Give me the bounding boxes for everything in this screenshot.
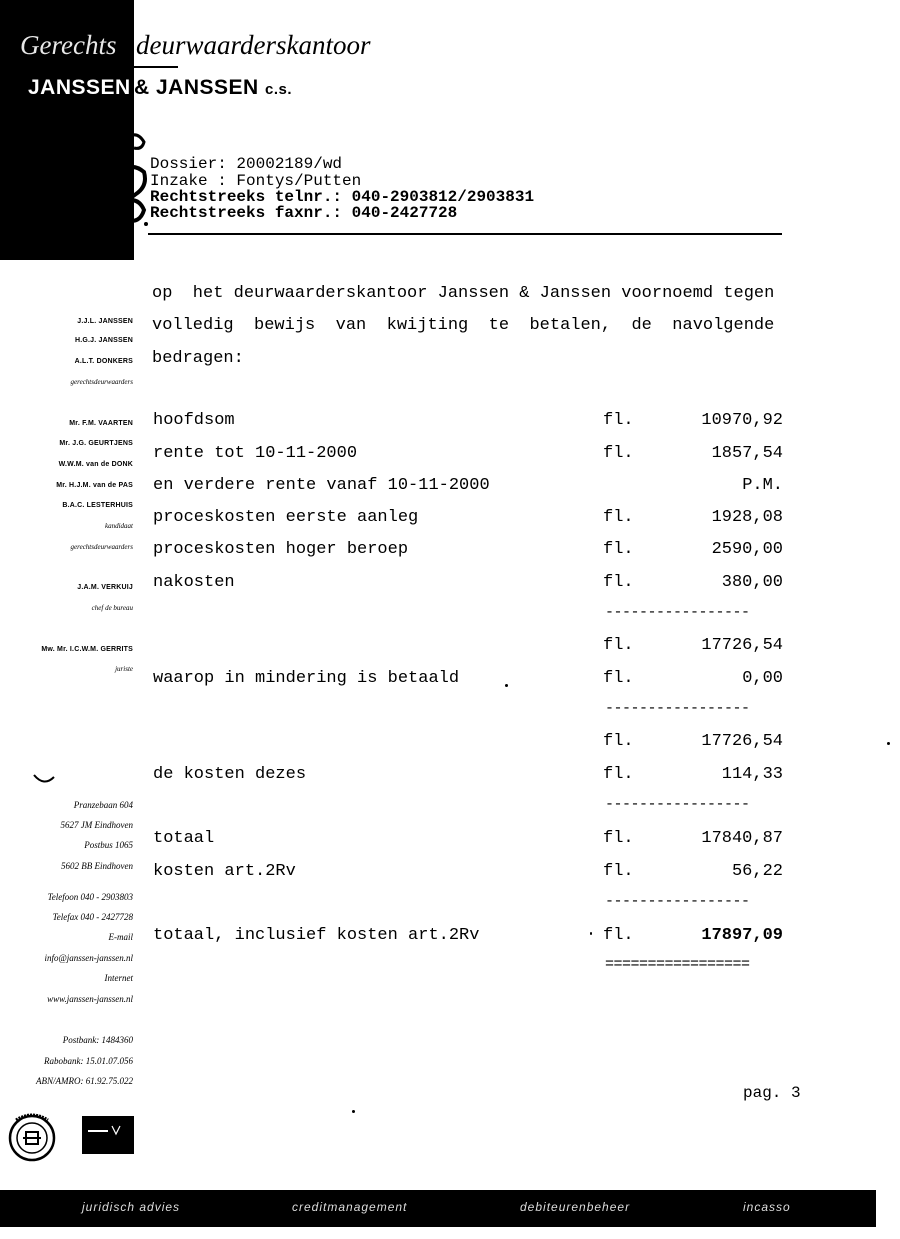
ledger-amount-betaald: 0,00 (742, 669, 783, 688)
sidebar-line: J.J.L. JANSSEN (77, 318, 133, 325)
ledger-amount-totaal: 17840,87 (701, 829, 783, 848)
letterhead-janssen-second (134, 76, 292, 100)
ledger-currency: fl. (603, 411, 634, 430)
ledger-currency: fl. (603, 508, 634, 527)
intro-line-2: volledig bewijs van kwijting te betalen, de navolgende (152, 316, 775, 335)
footer-incasso: incasso (743, 1200, 791, 1214)
letterhead-janssen-first: JANSSEN (28, 76, 131, 99)
sidebar-line: Mw. Mr. I.C.W.M. GERRITS (41, 646, 133, 653)
ledger-desc-proceskosten-hoger: proceskosten hoger beroep (153, 540, 409, 559)
ledger-amount-verdere-rente: P.M. (742, 476, 783, 495)
sidebar-line: H.G.J. JANSSEN (74, 337, 133, 344)
ledger-desc-rente: rente tot 10-11-2000 (153, 444, 358, 463)
intro-line-1: op het deurwaarderskantoor Janssen & Janssen voornoemd tegen (152, 284, 775, 303)
sidebar-line: chef de bureau (91, 604, 133, 612)
ledger-desc-totaal-inclusief: totaal, inclusief kosten art.2Rv (153, 926, 480, 945)
ledger-currency: fl. (603, 862, 634, 881)
scan-speck (352, 1110, 355, 1113)
letterhead-deurwaarderskantoor: deurwaarderskantoor (136, 30, 371, 60)
reference-inzake: Inzake : Fontys/Putten (150, 172, 362, 190)
sidebar-bank: Rabobank: 15.01.07.056 (44, 1056, 133, 1066)
ledger-desc-verdere-rente: en verdere rente vanaf 10-11-2000 (153, 476, 490, 495)
reference-divider (148, 233, 782, 235)
ledger-amount-kosten-art2rv: 56,22 (731, 862, 783, 881)
sidebar-address: 5627 JM Eindhoven (60, 820, 133, 830)
reference-telnr: Rechtstreeks telnr.: 040-2903812/2903831 (150, 188, 535, 206)
sidebar-line: juriste (115, 665, 133, 673)
page-number: pag. 3 (743, 1084, 801, 1102)
sidebar-email-label: E-mail (108, 932, 133, 942)
garantie-seal-logo (6, 1110, 58, 1164)
scan-speck (505, 684, 508, 687)
ledger-separator: ----------------- (605, 893, 750, 910)
footer-debiteurenbeheer: debiteurenbeheer (520, 1200, 631, 1214)
sidebar-bank: ABN/AMRO: 61.92.75.022 (36, 1076, 133, 1086)
sidebar-bank: Postbank: 1484360 (62, 1035, 133, 1045)
sidebar-address: Pranzebaan 604 (73, 800, 133, 810)
letterhead-gerechts: Gerechts (20, 30, 117, 60)
ledger-currency: fl. (603, 829, 634, 848)
letterhead-rule (134, 66, 178, 68)
sidebar-website: www.janssen-janssen.nl (47, 994, 133, 1004)
footer-juridisch-advies: juridisch advies (82, 1200, 181, 1214)
scan-speck (590, 932, 592, 935)
sidebar-line: kandidaat (105, 522, 133, 530)
sidebar-line: Mr. J.G. GEURTJENS (59, 440, 133, 447)
reference-dossier: Dossier: 20002189/wd (150, 155, 343, 173)
ledger-separator: ----------------- (605, 796, 750, 813)
ledger-desc-proceskosten-eerste: proceskosten eerste aanleg (153, 508, 419, 527)
ledger-desc-nakosten: nakosten (153, 573, 235, 592)
letterhead-cs: c.s. (265, 81, 293, 98)
ledger-separator: ----------------- (605, 604, 750, 621)
ledger-amount-hoofdsom: 10970,92 (701, 411, 783, 430)
ledger-currency: fl. (603, 669, 634, 688)
sidebar-address: Postbus 1065 (84, 840, 133, 850)
ledger-currency: fl. (603, 636, 634, 655)
sidebar-line: gerechtsdeurwaarders (70, 378, 133, 386)
ledger-desc-totaal: totaal (153, 829, 215, 848)
ledger-amount-totaal-inclusief: 17897,09 (701, 926, 783, 945)
sidebar-email: info@janssen-janssen.nl (44, 953, 133, 963)
ledger-currency: fl. (603, 926, 634, 945)
sidebar-fax: Telefax 040 - 2427728 (52, 912, 133, 922)
ledger-amount-nakosten: 380,00 (721, 573, 783, 592)
ledger-currency: fl. (603, 765, 634, 784)
ledger-desc-kosten-art2rv: kosten art.2Rv (153, 862, 296, 881)
sidebar-line: B.A.C. LESTERHUIS (62, 502, 133, 509)
association-logo (82, 1116, 134, 1154)
ledger-amount-rente: 1857,54 (711, 444, 783, 463)
letterhead-janssen-second-text: & JANSSEN (134, 76, 259, 99)
sidebar-internet-label: Internet (104, 973, 133, 983)
reference-faxnr: Rechtstreeks faxnr.: 040-2427728 (150, 204, 458, 222)
sidebar-line: J.A.M. VERKUIJ (77, 584, 133, 591)
ledger-currency: fl. (603, 540, 634, 559)
ledger-desc-hoofdsom: hoofdsom (153, 411, 235, 430)
sidebar-line: Mr. F.M. VAARTEN (69, 420, 133, 427)
ledger-separator: ----------------- (605, 700, 750, 717)
ledger-currency: fl. (603, 732, 634, 751)
ledger-amount-kosten-dezes: 114,33 (721, 765, 783, 784)
sidebar-address: 5602 BB Eindhoven (61, 861, 133, 871)
smile-mark (32, 772, 56, 786)
ledger-desc-kosten-dezes: de kosten dezes (153, 765, 307, 784)
ledger-amount-proceskosten-eerste: 1928,08 (711, 508, 783, 527)
ledger-amount-proceskosten-hoger: 2590,00 (711, 540, 783, 559)
ledger-amount-subtotal-1: 17726,54 (701, 636, 783, 655)
sidebar-line: A.L.T. DONKERS (74, 358, 133, 365)
sidebar-line: gerechtsdeurwaarders (70, 543, 133, 551)
sidebar-phone: Telefoon 040 - 2903803 (47, 892, 133, 902)
association-logo-mark (82, 1116, 134, 1154)
ledger-currency: fl. (603, 573, 634, 592)
scan-speck (887, 742, 890, 745)
ledger-desc-betaald: waarop in mindering is betaald (153, 669, 460, 688)
ledger-currency: fl. (603, 444, 634, 463)
sidebar-line: W.W.M. van de DONK (58, 461, 133, 468)
ledger-amount-subtotal-2: 17726,54 (701, 732, 783, 751)
ledger-double-separator: ================= (605, 956, 750, 973)
footer-creditmanagement: creditmanagement (292, 1200, 408, 1214)
sidebar-line: Mr. H.J.M. van de PAS (56, 482, 133, 489)
intro-line-3: bedragen: (152, 349, 244, 368)
